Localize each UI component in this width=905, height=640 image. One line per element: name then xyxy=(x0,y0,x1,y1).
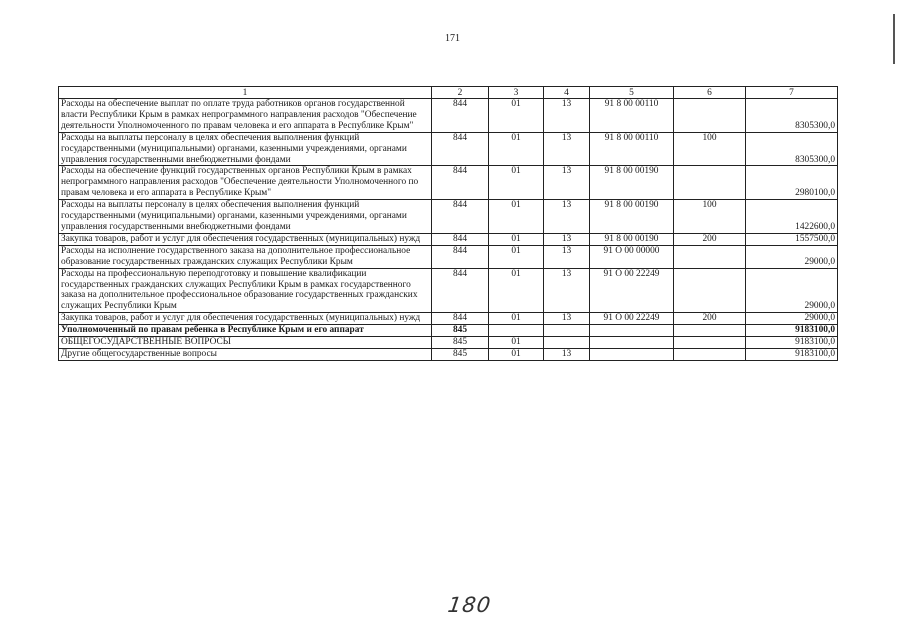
section-code-cell: 01 xyxy=(489,166,544,200)
target-article-cell xyxy=(590,325,674,337)
expense-name-cell: Расходы на исполнение государственного заказа на дополнительное профессиональное образование государственных гражданских служащих Республики Крым xyxy=(59,245,432,268)
department-code-cell: 845 xyxy=(432,325,489,337)
amount-cell: 9183100,0 xyxy=(746,337,838,349)
expense-type-cell xyxy=(674,99,746,133)
table-row xyxy=(59,337,838,349)
section-code-cell: 01 xyxy=(489,313,544,325)
section-code-cell: 01 xyxy=(489,132,544,166)
target-article-cell: 91 8 00 00110 xyxy=(590,99,674,133)
subsection-code-cell: 13 xyxy=(544,99,590,133)
target-article-cell: 91 8 00 00190 xyxy=(590,166,674,200)
section-code-cell: 01 xyxy=(489,200,544,234)
department-code-cell: 844 xyxy=(432,245,489,268)
department-code-cell: 845 xyxy=(432,348,489,360)
amount-cell: 8305300,0 xyxy=(746,99,838,133)
column-header: 7 xyxy=(746,87,838,99)
amount-cell: 8305300,0 xyxy=(746,132,838,166)
subsection-code-cell xyxy=(544,337,590,349)
amount-cell: 1557500,0 xyxy=(746,233,838,245)
target-article-cell: 91 О 00 22249 xyxy=(590,268,674,313)
expense-type-cell xyxy=(674,325,746,337)
column-header: 6 xyxy=(674,87,746,99)
expense-name-cell: Расходы на выплаты персоналу в целях обеспечения выполнения функций государственными (муниципальными) органами, казенными учреждениями, органами управления государственными внебюджетными фондами xyxy=(59,132,432,166)
table-row xyxy=(59,325,838,337)
expense-name-cell: Расходы на профессиональную переподготовку и повышение квалификации государственных гражданских служащих Республики Крым в рамках государственного заказа на дополнительное профессиональное образование государственных гражданских служащих Республики Крым xyxy=(59,268,432,313)
section-code-cell: 01 xyxy=(489,348,544,360)
expense-type-cell: 200 xyxy=(674,233,746,245)
column-header: 2 xyxy=(432,87,489,99)
column-header: 1 xyxy=(59,87,432,99)
expense-name-cell: Расходы на обеспечение выплат по оплате труда работников органов государственной власти Республики Крым в рамках непрограммного направления расходов "Обеспечение деятельности Уполномоченного по правам человека и его аппарата в Республике Крым" xyxy=(59,99,432,133)
amount-cell: 29000,0 xyxy=(746,313,838,325)
amount-cell: 9183100,0 xyxy=(746,325,838,337)
expense-name-cell: Другие общегосударственные вопросы xyxy=(59,348,432,360)
section-code-cell: 01 xyxy=(489,99,544,133)
column-header: 4 xyxy=(544,87,590,99)
target-article-cell: 91 О 00 00000 xyxy=(590,245,674,268)
subsection-code-cell: 13 xyxy=(544,313,590,325)
expense-name-cell: Расходы на обеспечение функций государственных органов Республики Крым в рамках непрограммного направления расходов "Обеспечение деятельности Уполномоченного по правам человека и его аппарата в Республике Крым" xyxy=(59,166,432,200)
target-article-cell: 91 8 00 00190 xyxy=(590,200,674,234)
table-row xyxy=(59,99,838,133)
subsection-code-cell xyxy=(544,325,590,337)
department-code-cell: 844 xyxy=(432,166,489,200)
target-article-cell: 91 8 00 00110 xyxy=(590,132,674,166)
amount-cell: 2980100,0 xyxy=(746,166,838,200)
amount-cell: 1422600,0 xyxy=(746,200,838,234)
table-row xyxy=(59,268,838,313)
target-article-cell xyxy=(590,348,674,360)
expense-name-cell: Закупка товаров, работ и услуг для обеспечения государственных (муниципальных) нужд xyxy=(59,313,432,325)
subsection-code-cell: 13 xyxy=(544,245,590,268)
section-code-cell: 01 xyxy=(489,233,544,245)
expense-name-cell: Расходы на выплаты персоналу в целях обеспечения выполнения функций государственными (муниципальными) органами, казенными учреждениями, органами управления государственными внебюджетными фондами xyxy=(59,200,432,234)
table-row xyxy=(59,132,838,166)
column-header: 3 xyxy=(489,87,544,99)
expense-type-cell xyxy=(674,166,746,200)
department-code-cell: 844 xyxy=(432,233,489,245)
target-article-cell: 91 8 00 00190 xyxy=(590,233,674,245)
department-code-cell: 844 xyxy=(432,313,489,325)
expense-type-cell xyxy=(674,348,746,360)
target-article-cell xyxy=(590,337,674,349)
page-number: 171 xyxy=(445,33,460,44)
subsection-code-cell: 13 xyxy=(544,268,590,313)
table-row xyxy=(59,166,838,200)
subsection-code-cell: 13 xyxy=(544,166,590,200)
section-code-cell xyxy=(489,325,544,337)
department-code-cell: 845 xyxy=(432,337,489,349)
subsection-code-cell: 13 xyxy=(544,348,590,360)
subsection-code-cell: 13 xyxy=(544,200,590,234)
expense-type-cell xyxy=(674,337,746,349)
expense-type-cell: 100 xyxy=(674,132,746,166)
table-header-row xyxy=(59,87,838,99)
section-code-cell: 01 xyxy=(489,268,544,313)
section-code-cell: 01 xyxy=(489,245,544,268)
table-row xyxy=(59,200,838,234)
expense-type-cell xyxy=(674,268,746,313)
table-row xyxy=(59,233,838,245)
subsection-code-cell: 13 xyxy=(544,233,590,245)
department-code-cell: 844 xyxy=(432,99,489,133)
expense-name-cell: ОБЩЕГОСУДАРСТВЕННЫЕ ВОПРОСЫ xyxy=(59,337,432,349)
department-code-cell: 844 xyxy=(432,200,489,234)
expense-type-cell: 100 xyxy=(674,200,746,234)
amount-cell: 9183100,0 xyxy=(746,348,838,360)
subsection-code-cell: 13 xyxy=(544,132,590,166)
table-row xyxy=(59,348,838,360)
department-code-cell: 844 xyxy=(432,268,489,313)
expense-type-cell: 200 xyxy=(674,313,746,325)
target-article-cell: 91 О 00 22249 xyxy=(590,313,674,325)
expense-type-cell xyxy=(674,245,746,268)
handwritten-page-number: 180 xyxy=(446,593,493,617)
column-header: 5 xyxy=(590,87,674,99)
department-code-cell: 844 xyxy=(432,132,489,166)
amount-cell: 29000,0 xyxy=(746,245,838,268)
table-row xyxy=(59,245,838,268)
table-row xyxy=(59,313,838,325)
expense-name-cell: Уполномоченный по правам ребенка в Республике Крым и его аппарат xyxy=(59,325,432,337)
budget-table xyxy=(58,86,838,361)
expense-name-cell: Закупка товаров, работ и услуг для обеспечения государственных (муниципальных) нужд xyxy=(59,233,432,245)
amount-cell: 29000,0 xyxy=(746,268,838,313)
section-code-cell: 01 xyxy=(489,337,544,349)
